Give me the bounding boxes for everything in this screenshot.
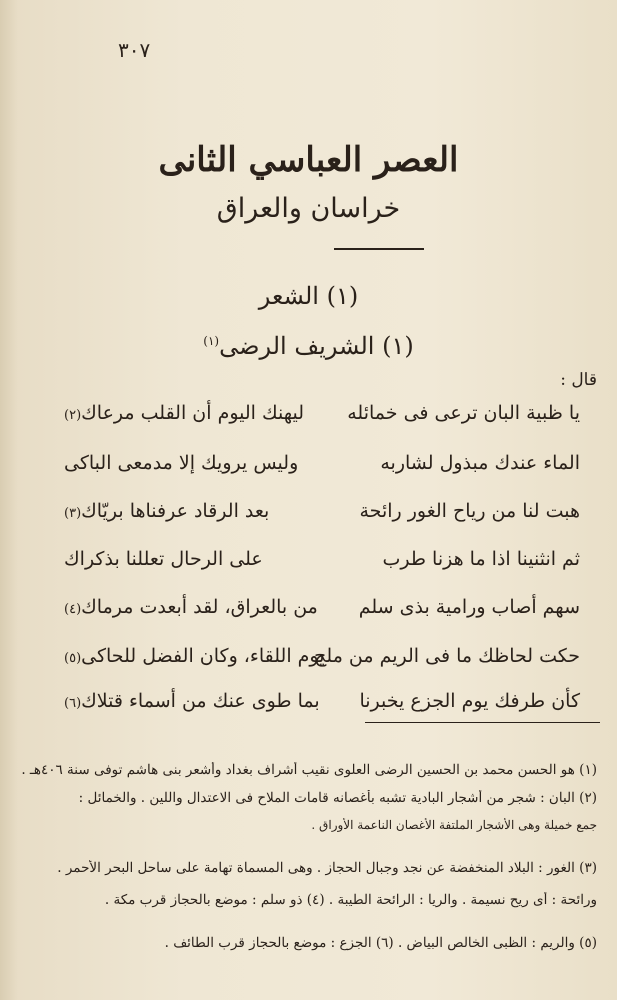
poet-heading	[0, 332, 617, 360]
verse-first-hemistich: هبت لنا من رياح الغور رائحة	[359, 500, 580, 522]
qala-label: قال :	[560, 370, 597, 390]
verse-second-hemistich: بعد الرقاد عرفناها بريّاك(٣)	[64, 500, 270, 522]
verse-line	[60, 402, 580, 442]
footnote: (٣) الغور : البلاد المنخفضة عن نجد وجبال الحجاز . وهى المسماة تهامة على ساحل البحر الأحمر .	[57, 860, 597, 876]
verse-line	[60, 690, 580, 730]
verse-line	[60, 645, 580, 685]
footnote: (١) هو الحسن محمد بن الحسين الرضى العلوى نقيب أشراف بغداد وأشعر بنى هاشم توفى سنة ٤٠٦هـ .	[21, 762, 597, 778]
verse-line	[60, 548, 580, 588]
verse-second-hemistich: على الرحال تعللنا بذكراك	[64, 548, 263, 570]
footnote-divider	[365, 722, 600, 723]
verse-first-hemistich: يا ظبية البان ترعى فى خمائله	[347, 402, 580, 424]
verse-note: (٢)	[64, 408, 82, 423]
poet-footnote-ref: (١)	[203, 334, 220, 348]
verse-second-hemistich: بما طوى عنك من أسماء قتلاك(٦)	[64, 690, 320, 712]
verse-note: (٤)	[64, 602, 82, 617]
chapter-title: العصر العباسي الثانى	[158, 140, 459, 180]
verse-first-hemistich: حكت لحاظك ما فى الريم من ملح	[314, 645, 580, 667]
verse-first-hemistich: الماء عندك مبذول لشاربه	[380, 452, 580, 474]
verse-note: (٦)	[64, 696, 82, 711]
verse-second-hemistich: وليس يرويك إلا مدمعى الباكى	[64, 452, 299, 474]
verse-line	[60, 452, 580, 492]
footnote: جمع خميلة وهى الأشجار الملتفة الأغصان الناعمة الأوراق .	[311, 818, 597, 832]
verse-line	[60, 596, 580, 636]
page-number: ٣٠٧	[118, 38, 151, 62]
title-divider	[334, 248, 424, 250]
poet-name: (١) الشريف الرضى	[219, 332, 414, 360]
footnote: ورائحة : أى ريح نسيمة . والريا : الرائحة الطيبة . (٤) ذو سلم : موضع بالحجاز قرب مكة .	[104, 892, 597, 908]
verse-line	[60, 500, 580, 540]
verse-note: (٥)	[64, 651, 82, 666]
verse-second-hemistich: من بالعراق، لقد أبعدت مرماك(٤)	[64, 596, 318, 618]
verse-second-hemistich: ليهنك اليوم أن القلب مرعاك(٢)	[64, 402, 305, 424]
footnote: (٢) البان : شجر من أشجار البادية تشبه بأغصانه قامات الملاح فى الاعتدال واللين . والخمائل :	[78, 790, 597, 806]
verse-second-hemistich: يوم اللقاء، وكان الفضل للحاكى(٥)	[64, 645, 325, 667]
footnote: (٥) والريم : الظبى الخالص البياض . (٦) الجزع : موضع بالحجاز قرب الطائف .	[164, 935, 597, 951]
verse-first-hemistich: سهم أصاب ورامية بذى سلم	[358, 596, 580, 618]
section-heading: (١) الشعر	[258, 282, 359, 310]
verse-note: (٣)	[64, 506, 82, 521]
verse-first-hemistich: ثم انثنينا اذا ما هزنا طرب	[382, 548, 580, 570]
chapter-subtitle: خراسان والعراق	[216, 193, 401, 224]
verse-first-hemistich: كأن طرفك يوم الجزع يخبرنا	[359, 690, 580, 712]
